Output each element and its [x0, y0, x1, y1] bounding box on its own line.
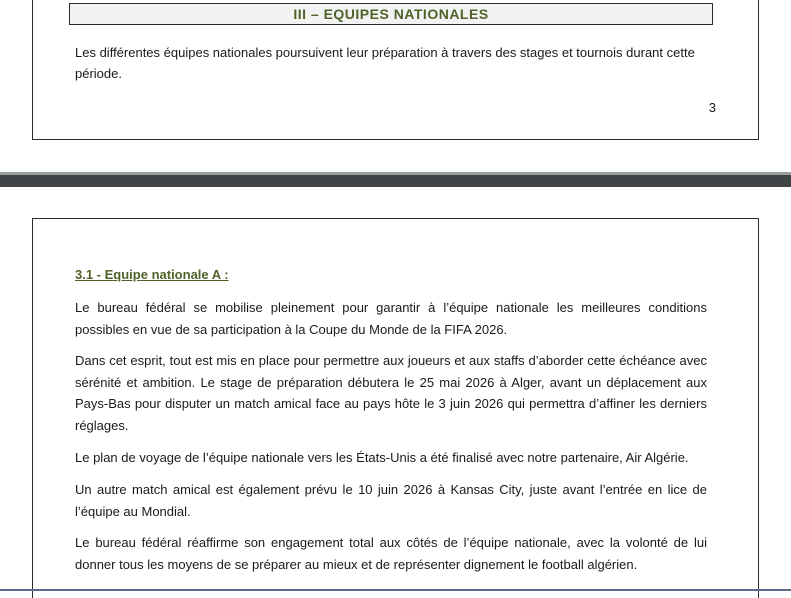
document-page-3	[32, 0, 759, 140]
paragraph-5: Le bureau fédéral réaffirme son engagement total aux côtés de l’équipe nationale, avec la volonté de lui donner tous les moyens de se préparer au mieux et de représenter dignement le football algérien.	[75, 535, 707, 572]
page-separator	[0, 175, 791, 187]
document-page-4	[32, 218, 759, 598]
subsection-heading: 3.1 - Equipe nationale A :	[75, 267, 229, 282]
section-title: III – EQUIPES NATIONALES	[69, 3, 713, 25]
paragraph-4: Un autre match amical est également prévu le 10 juin 2026 à Kansas City, juste avant l’entrée en lice de l’équipe au Mondial.	[75, 482, 707, 519]
paragraph-1: Le bureau fédéral se mobilise pleinement pour garantir à l’équipe nationale les meilleures conditions possibles en vue de sa participation à la Coupe du Monde de la FIFA 2026.	[75, 300, 707, 337]
viewport-bottom-edge	[0, 589, 791, 591]
section-intro-paragraph: Les différentes équipes nationales poursuivent leur préparation à travers des stages et tournois durant cette période.	[75, 45, 695, 81]
paragraph-3: Le plan de voyage de l’équipe nationale vers les États-Unis a été finalisé avec notre partenaire, Air Algérie.	[75, 450, 689, 465]
page-number: 3	[708, 100, 716, 115]
paragraph-2: Dans cet esprit, tout est mis en place pour permettre aux joueurs et aux staffs d’aborder cette échéance avec sérénité et ambition. Le stage de préparation débutera le 25 mai 2026 à Alger, avant un déplacement aux Pays-Bas pour disputer un match amical face au pays hôte le 3 juin 2026 qui permettra d’affiner les derniers réglages.	[75, 353, 707, 433]
